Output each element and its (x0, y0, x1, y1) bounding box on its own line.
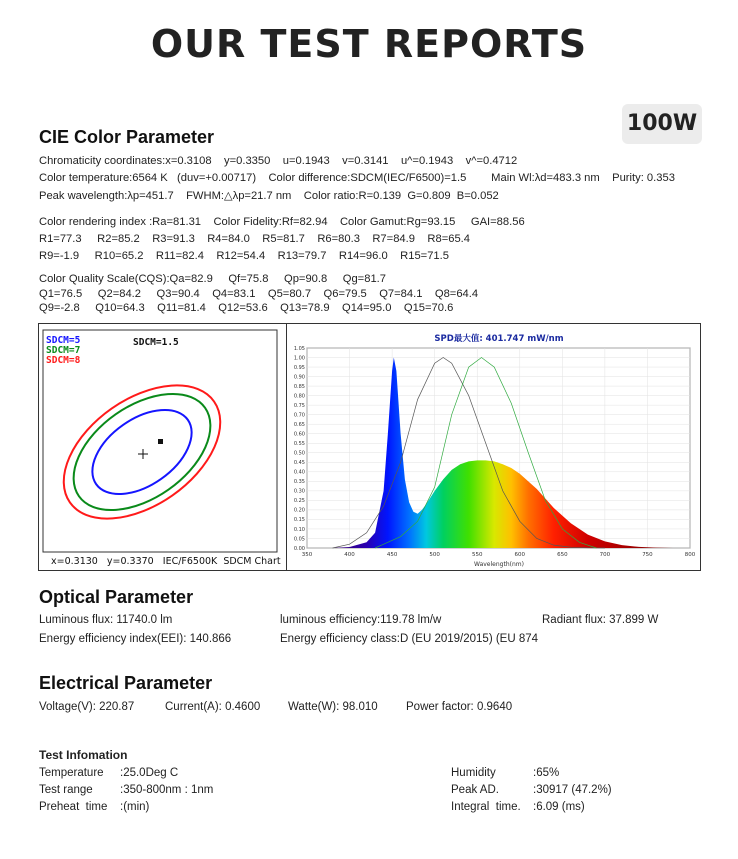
power-factor: Power factor: 0.9640 (406, 701, 513, 713)
spd-y-tick-label: 0.05 (293, 536, 305, 543)
legend-sdcm-7: SDCM=7 (46, 345, 81, 356)
spd-y-tick-label: 0.80 (293, 393, 305, 400)
page-title: OUR TEST REPORTS (150, 22, 588, 66)
measured-point-marker (158, 439, 163, 444)
cie-heading: CIE Color Parameter (39, 127, 215, 147)
spd-spectrum-fill (307, 348, 690, 548)
sdcm-ellipses (40, 355, 245, 546)
peak-ad-value: :30917 (47.2%) (533, 784, 612, 796)
current: Current(A): 0.4600 (165, 701, 261, 713)
cie-line-4: Color rendering index :Ra=81.31 Color Fidelity:Rf=82.94 Color Gamut:Rg=93.15 GAI=88.56 (39, 216, 525, 228)
luminous-flux: Luminous flux: 11740.0 lm (39, 614, 173, 626)
test-info-heading: Test Infomation (39, 748, 128, 762)
spd-x-tick-label: 550 (471, 552, 483, 558)
spd-x-tick-label: 800 (684, 552, 696, 558)
spd-x-tick-label: 700 (599, 552, 611, 558)
cie-line-6: R9=-1.9 R10=65.2 R11=82.4 R12=54.4 R13=79.7 R14=96.0 R15=71.5 (39, 250, 449, 262)
sdcm-chart-panel (38, 323, 287, 571)
spd-y-tick-label: 0.85 (293, 383, 305, 390)
cie-line-1: Chromaticity coordinates:x=0.3108 y=0.3350 u=0.1943 v=0.3141 u^=0.1943 v^=0.4712 (39, 155, 518, 167)
cie-line-2: Color temperature:6564 K (duv=+0.00717) Color difference:SDCM(IEC/F6500)=1.5 Main Wl:λd=483.3 nm Purity: 0.353 (39, 172, 675, 184)
spd-y-tick-label: 0.25 (293, 498, 305, 505)
wattage-badge: 100W (622, 104, 702, 144)
spd-x-tick-label: 600 (514, 552, 526, 558)
ellipse-sdcm-5 (77, 393, 207, 511)
optical-heading: Optical Parameter (39, 587, 194, 607)
humidity-value: :65% (533, 767, 560, 779)
spd-chart-panel (286, 323, 701, 571)
spd-y-tick-label: 0.00 (293, 545, 305, 552)
ellipse-sdcm-7 (53, 370, 232, 534)
cie-line-7: Color Quality Scale(CQS):Qa=82.9 Qf=75.8 Qp=90.8 Qg=81.7 (39, 273, 386, 285)
spd-y-tick-label: 0.95 (293, 364, 305, 371)
spd-y-tick-label: 0.60 (293, 431, 305, 438)
legend-sdcm-5: SDCM=5 (46, 335, 81, 346)
spd-x-tick-label: 350 (301, 552, 313, 558)
cie-line-5: R1=77.3 R2=85.2 R3=91.3 R4=84.0 R5=81.7 R6=80.3 R7=84.9 R8=65.4 (39, 233, 471, 245)
spd-y-tick-label: 0.50 (293, 450, 305, 457)
spd-chart-title: SPD最大值: 401.747 mW/nm (434, 334, 564, 344)
wattage: Watte(W): 98.010 (288, 701, 378, 713)
spd-x-axis-label: Wavelength(nm) (474, 561, 524, 568)
preheat-time-value: :(min) (120, 801, 150, 813)
spd-x-tick-label: 450 (386, 552, 398, 558)
spd-y-tick-label: 0.45 (293, 460, 305, 467)
integral-time-label: Integral time. (451, 801, 521, 813)
test-range-label: Test range (39, 784, 93, 796)
preheat-time-label: Preheat time (39, 801, 108, 813)
spd-x-tick-label: 400 (344, 552, 355, 558)
spd-y-tick-label: 1.05 (293, 345, 305, 352)
spd-x-tick-label: 500 (429, 552, 440, 558)
test-temperature-label: Temperature (39, 767, 104, 779)
spd-y-tick-label: 0.65 (293, 421, 305, 428)
sdcm-current-value: SDCM=1.5 (133, 337, 179, 348)
spd-y-tick-label: 0.15 (293, 517, 305, 524)
spd-y-tick-label: 0.55 (293, 441, 305, 448)
legend-sdcm-8: SDCM=8 (46, 355, 81, 366)
radiant-flux: Radiant flux: 37.899 W (542, 614, 659, 626)
sdcm-footer: x=0.3130 y=0.3370 IEC/F6500K SDCM Chart (51, 556, 281, 567)
spd-chart (287, 324, 700, 570)
energy-efficiency-index: Energy efficiency index(EEI): 140.866 (39, 633, 232, 645)
ellipse-sdcm-8 (40, 355, 245, 546)
spd-y-tick-label: 0.75 (293, 402, 305, 409)
spd-y-tick-label: 0.70 (293, 412, 305, 419)
energy-efficiency-class: Energy efficiency class:D (EU 2019/2015) (EU 874 (280, 633, 539, 645)
electrical-heading: Electrical Parameter (39, 673, 213, 693)
cie-line-8: Q1=76.5 Q2=84.2 Q3=90.4 Q4=83.1 Q5=80.7 Q6=79.5 Q7=84.1 Q8=64.4 (39, 288, 479, 300)
cie-line-3: Peak wavelength:λp=451.7 FWHM:△λp=21.7 nm Color ratio:R=0.139 G=0.809 B=0.052 (39, 190, 499, 202)
peak-ad-label: Peak AD. (451, 784, 499, 796)
spd-y-tick-label: 0.20 (293, 507, 305, 514)
luminous-efficiency: luminous efficiency:119.78 lm/w (280, 614, 442, 626)
voltage: Voltage(V): 220.87 (39, 701, 135, 713)
spd-y-tick-label: 0.30 (293, 488, 305, 495)
test-temperature-value: :25.0Deg C (120, 767, 179, 779)
test-range-value: :350-800nm : 1nm (120, 784, 214, 796)
spd-y-tick-label: 0.40 (293, 469, 305, 476)
spd-y-tick-label: 0.10 (293, 526, 305, 533)
spd-y-tick-label: 0.35 (293, 479, 305, 486)
spd-x-tick-label: 650 (557, 552, 568, 558)
target-crosshair (138, 449, 148, 459)
integral-time-value: :6.09 (ms) (533, 801, 585, 813)
spd-y-tick-label: 1.00 (293, 355, 305, 362)
cie-line-9: Q9=-2.8 Q10=64.3 Q11=81.4 Q12=53.6 Q13=78.9 Q14=95.0 Q15=70.6 (39, 302, 454, 314)
spd-x-tick-label: 750 (642, 552, 653, 558)
spd-y-tick-label: 0.90 (293, 374, 305, 381)
sdcm-legend (46, 336, 80, 366)
humidity-label: Humidity (451, 767, 496, 779)
